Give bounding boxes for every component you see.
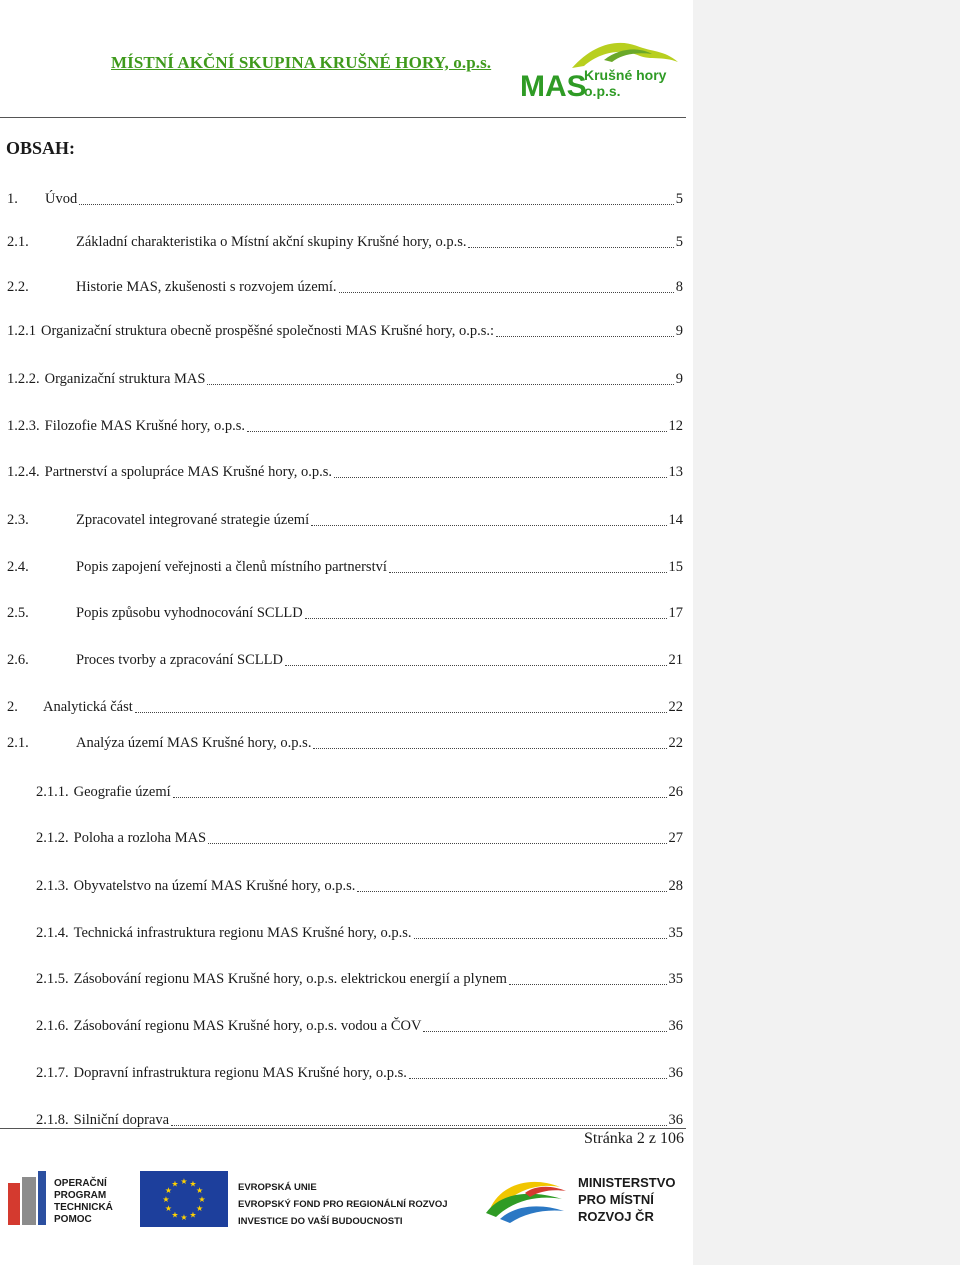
- toc-entry[interactable]: [36, 1017, 683, 1035]
- toc-entry-title: Partnerství a spolupráce MAS Krušné hory, o.p.s.: [44, 464, 333, 480]
- eu-star-icon: ★: [162, 1195, 170, 1204]
- toc-entry-number: 2.1.2.: [36, 830, 69, 846]
- ministry-line1: MINISTERSTVO: [578, 1175, 676, 1190]
- toc-entry-title: Silniční doprava: [73, 1112, 170, 1128]
- toc-entry-title: Analytická část: [43, 699, 133, 715]
- toc-entry[interactable]: [36, 924, 683, 942]
- toc-entry-title: Zásobování regionu MAS Krušné hory, o.p.s. vodou a ČOV: [73, 1018, 422, 1034]
- toc-entry-page: 5: [675, 191, 683, 207]
- toc-entry-page: 5: [675, 234, 683, 250]
- toc-entry-page: 35: [668, 925, 683, 941]
- op-logo-line2: PROGRAM: [54, 1190, 107, 1201]
- toc-entry-number: 2.4.: [7, 559, 29, 575]
- page-number: Stránka 2 z 106: [584, 1130, 684, 1147]
- toc-entry-number: 2.: [7, 699, 18, 715]
- eu-star-icon: ★: [164, 1186, 172, 1195]
- op-logo-red-block: [8, 1183, 20, 1225]
- toc-entry[interactable]: [7, 278, 683, 296]
- toc-dot-leader: [496, 335, 674, 337]
- toc-entry-title: Zásobování regionu MAS Krušné hory, o.p.s. elektrickou energií a plynem: [73, 971, 507, 987]
- eu-star-icon: ★: [180, 1213, 188, 1222]
- toc-dot-leader: [357, 890, 666, 892]
- toc-entry-page: 9: [675, 371, 683, 387]
- toc-entry[interactable]: [7, 190, 683, 208]
- toc-dot-leader: [171, 1124, 666, 1126]
- toc-entry-page: 36: [668, 1065, 683, 1081]
- toc-dot-leader: [339, 291, 674, 293]
- toc-entry[interactable]: [7, 233, 683, 251]
- toc-entry[interactable]: [7, 651, 683, 669]
- eu-text-line2: EVROPSKÝ FOND PRO REGIONÁLNÍ ROZVOJ: [238, 1199, 448, 1210]
- op-logo-line4: POMOC: [54, 1214, 92, 1225]
- toc-entry-title: Proces tvorby a zpracování SCLLD: [76, 652, 283, 668]
- toc-entry-page: 14: [668, 512, 683, 528]
- toc-entry[interactable]: [36, 829, 683, 847]
- toc-dot-leader: [173, 796, 667, 798]
- logo-mas-text: MAS: [520, 70, 587, 100]
- toc-entry-title: Úvod: [45, 191, 78, 207]
- toc-entry-number: 1.2.2.: [7, 371, 40, 387]
- eu-star-icon: ★: [196, 1204, 204, 1213]
- toc-entry-number: 2.6.: [7, 652, 29, 668]
- toc-dot-leader: [334, 476, 666, 478]
- toc-entry-number: 1.: [7, 191, 18, 207]
- toc-entry-page: 22: [668, 699, 683, 715]
- toc-entry-number: 2.1.: [7, 735, 29, 751]
- toc-entry-number: 2.1.6.: [36, 1018, 69, 1034]
- op-logo-gray-block: [22, 1177, 36, 1225]
- toc-entry[interactable]: [7, 734, 683, 752]
- footer-divider: [0, 1128, 686, 1129]
- toc-entry-title: Geografie území: [73, 784, 171, 800]
- toc-entry-page: 35: [668, 971, 683, 987]
- eu-star-icon: ★: [189, 1210, 197, 1220]
- toc-entry-title: Základní charakteristika o Místní akční skupiny Krušné hory, o.p.s.: [76, 234, 467, 250]
- toc-dot-leader: [509, 983, 667, 985]
- toc-entry[interactable]: [7, 417, 683, 435]
- toc-entry-number: 2.1.3.: [36, 878, 69, 894]
- toc-dot-leader: [389, 571, 667, 573]
- op-logo-line3: TECHNICKÁ: [54, 1202, 113, 1213]
- toc-dot-leader: [414, 937, 667, 939]
- logo-krusne-hory-text: Krušné hory: [584, 67, 667, 83]
- organization-title[interactable]: MÍSTNÍ AKČNÍ SKUPINA KRUŠNÉ HORY, o.p.s.: [111, 53, 492, 72]
- toc-entry-number: 2.5.: [7, 605, 29, 621]
- toc-entry-page: 17: [668, 605, 683, 621]
- toc-entry-number: 2.3.: [7, 512, 29, 528]
- toc-dot-leader: [409, 1077, 667, 1079]
- toc-entry[interactable]: [36, 970, 683, 988]
- toc-entry-page: 28: [668, 878, 683, 894]
- eu-star-icon: ★: [171, 1210, 179, 1220]
- funding-logos-bar: [0, 1165, 693, 1235]
- toc-entry-number: 1.2.3.: [7, 418, 40, 434]
- eu-text-line3: INVESTICE DO VAŠÍ BUDOUCNOSTI: [238, 1216, 403, 1227]
- toc-entry[interactable]: [36, 1111, 683, 1129]
- toc-entry-number: 2.1.: [7, 234, 29, 250]
- toc-entry-number: 2.1.4.: [36, 925, 69, 941]
- toc-entry-number: 2.1.7.: [36, 1065, 69, 1081]
- toc-entry[interactable]: [7, 370, 683, 388]
- eu-star-icon: ★: [196, 1186, 204, 1195]
- toc-entry-title: Popis zapojení veřejnosti a členů místního partnerství: [76, 559, 387, 575]
- toc-entry-number: 1.2.1: [7, 323, 36, 339]
- toc-dot-leader: [305, 617, 667, 619]
- toc-heading: OBSAH:: [6, 138, 76, 158]
- toc-entry-page: 12: [668, 418, 683, 434]
- toc-dot-leader: [311, 524, 666, 526]
- toc-entry-page: 15: [668, 559, 683, 575]
- toc-entry[interactable]: [7, 463, 683, 481]
- op-logo-blue-block: [38, 1171, 46, 1225]
- toc-entry-page: 36: [668, 1018, 683, 1034]
- toc-entry-page: 8: [675, 279, 683, 295]
- toc-dot-leader: [285, 664, 667, 666]
- toc-entry-page: 36: [668, 1112, 683, 1128]
- eu-star-icon: ★: [198, 1195, 206, 1204]
- toc-entry-page: 26: [668, 784, 683, 800]
- eu-star-icon: ★: [189, 1179, 197, 1189]
- ministry-text: [578, 1175, 676, 1224]
- toc-entry-title: Organizační struktura obecně prospěšné společnosti MAS Krušné hory, o.p.s.:: [41, 323, 495, 339]
- toc-entry-title: Analýza území MAS Krušné hory, o.p.s.: [76, 735, 312, 751]
- toc-entry[interactable]: [7, 604, 683, 622]
- toc-entry[interactable]: [36, 783, 683, 801]
- toc-entry[interactable]: [36, 877, 683, 895]
- eu-star-icon: ★: [164, 1204, 172, 1213]
- toc-dot-leader: [313, 747, 666, 749]
- toc-entry-number: 2.1.1.: [36, 784, 69, 800]
- toc-entry-title: Obyvatelstvo na území MAS Krušné hory, o.p.s.: [73, 878, 356, 894]
- eu-flag-icon: [140, 1171, 228, 1227]
- toc-dot-leader: [135, 711, 667, 713]
- ministry-line2: PRO MÍSTNÍ: [578, 1192, 654, 1207]
- toc-entry-page: 27: [668, 830, 683, 846]
- toc-entry-number: 2.2.: [7, 279, 29, 295]
- toc-dot-leader: [247, 430, 666, 432]
- toc-entry-title: Poloha a rozloha MAS: [73, 830, 207, 846]
- toc-entry-page: 13: [668, 464, 683, 480]
- toc-dot-leader: [468, 246, 673, 248]
- toc-entry[interactable]: [7, 558, 683, 576]
- eu-star-icon: ★: [180, 1177, 188, 1186]
- op-technical-assistance-logo: [8, 1171, 113, 1225]
- ministry-line3: ROZVOJ ČR: [578, 1209, 654, 1224]
- ministry-logo-icon: [486, 1182, 566, 1223]
- mas-logo: [512, 40, 682, 100]
- toc-entry-number: 2.1.8.: [36, 1112, 69, 1128]
- toc-entry[interactable]: [7, 511, 683, 529]
- toc-dot-leader: [79, 203, 674, 205]
- eu-fund-text: [238, 1182, 448, 1227]
- toc-entry-title: Filozofie MAS Krušné hory, o.p.s.: [44, 418, 246, 434]
- right-margin-panel: [693, 0, 960, 1265]
- toc-entry[interactable]: [7, 698, 683, 716]
- toc-entry-page: 9: [675, 323, 683, 339]
- toc-dot-leader: [208, 842, 666, 844]
- toc-entry-number: 2.1.5.: [36, 971, 69, 987]
- toc-entry-title: Zpracovatel integrované strategie území: [76, 512, 310, 528]
- toc-entry-title: Technická infrastruktura regionu MAS Krušné hory, o.p.s.: [73, 925, 412, 941]
- toc-dot-leader: [423, 1030, 666, 1032]
- toc-entry-number: 1.2.4.: [7, 464, 40, 480]
- toc-entry-page: 21: [668, 652, 683, 668]
- eu-star-icon: ★: [171, 1179, 179, 1189]
- toc-entry-title: Popis způsobu vyhodnocování SCLLD: [76, 605, 303, 621]
- toc-entry-page: 22: [668, 735, 683, 751]
- header-divider: [0, 117, 686, 118]
- toc-entry[interactable]: [36, 1064, 683, 1082]
- toc-entry[interactable]: [7, 322, 683, 340]
- toc-entry-title: Historie MAS, zkušenosti s rozvojem území.: [76, 279, 337, 295]
- logo-ops-text: o.p.s.: [584, 83, 621, 99]
- op-logo-line1: OPERAČNÍ: [54, 1178, 107, 1189]
- toc-dot-leader: [207, 383, 673, 385]
- toc-entry-title: Dopravní infrastruktura regionu MAS Krušné hory, o.p.s.: [73, 1065, 407, 1081]
- eu-text-line1: EVROPSKÁ UNIE: [238, 1182, 317, 1193]
- toc-entry-title: Organizační struktura MAS: [44, 371, 206, 387]
